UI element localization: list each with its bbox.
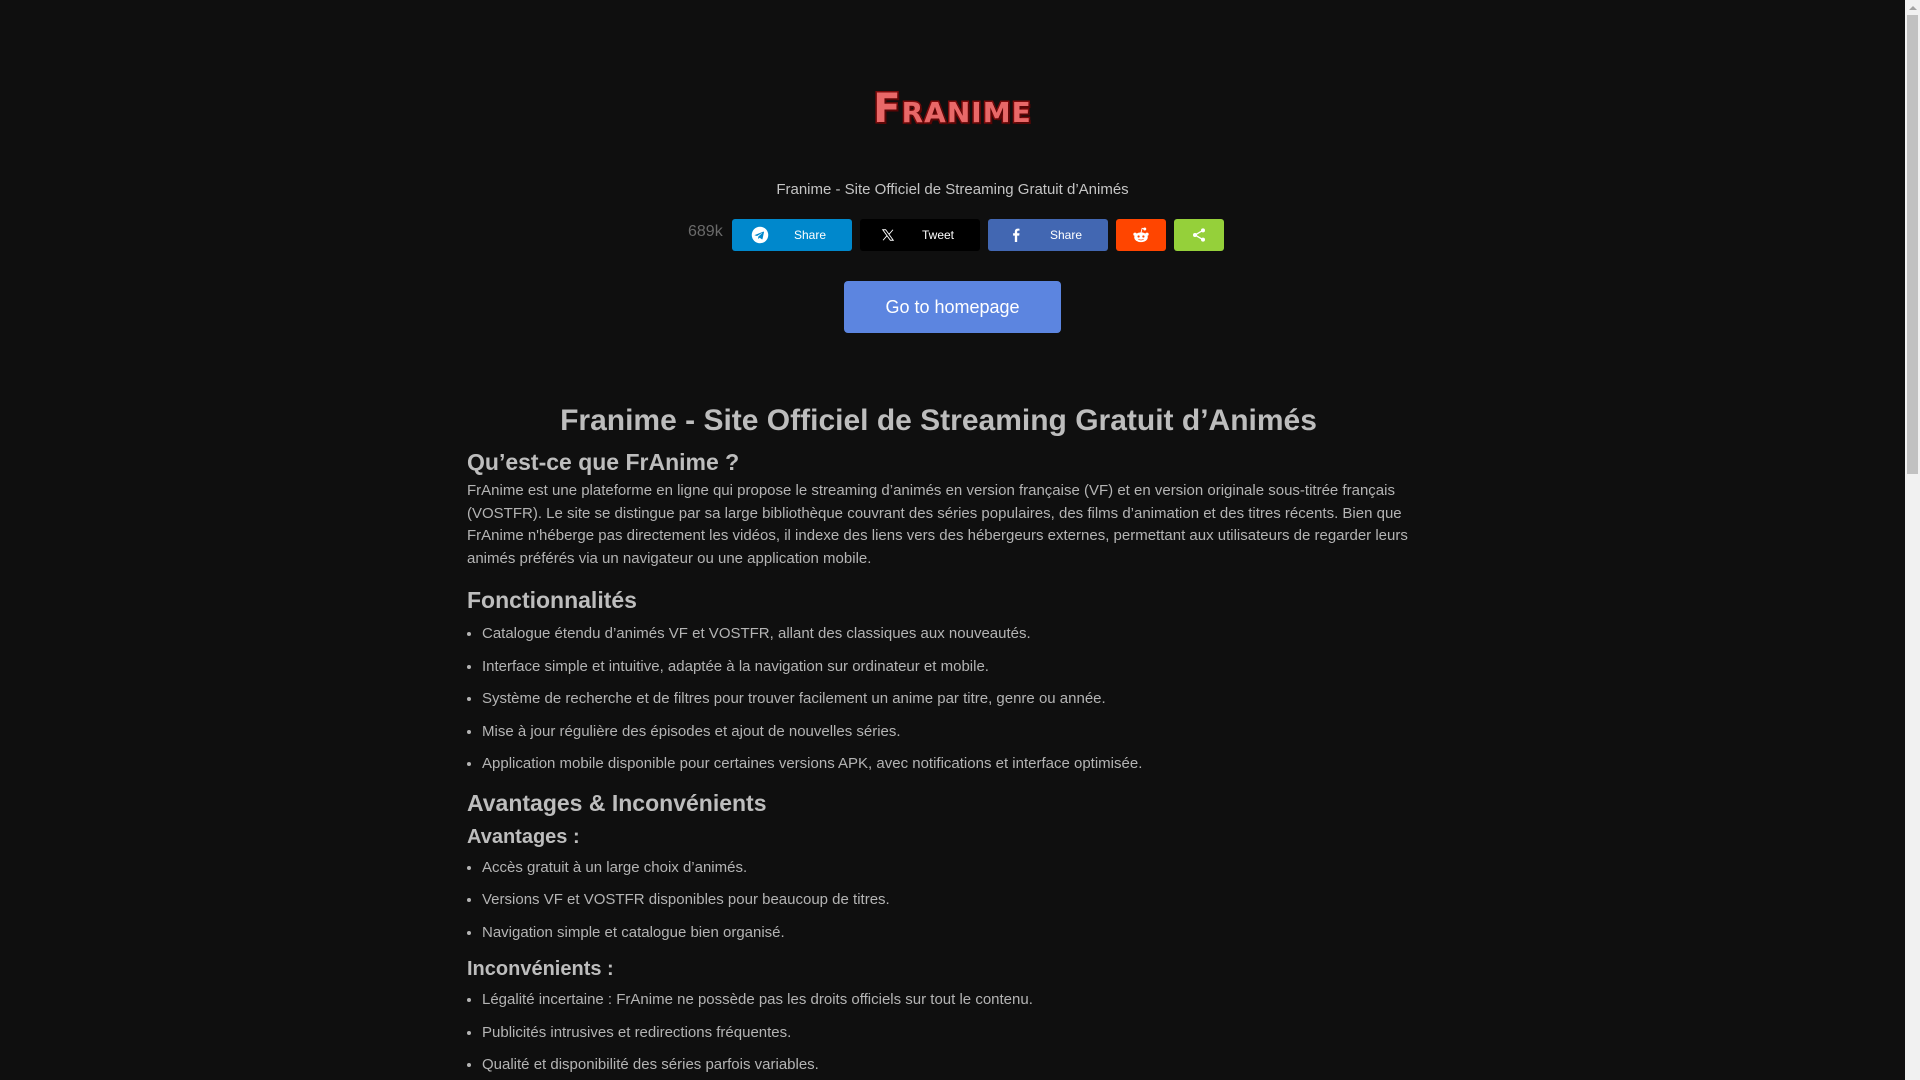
cons-list: [467, 991, 1410, 1074]
telegram-icon: [751, 226, 769, 244]
pros-list: [467, 859, 1410, 942]
section-heading-what-is: Qu’est-ce que FrAnime ?: [467, 449, 740, 475]
share-icon: [1190, 226, 1208, 244]
telegram-share-label: Share: [794, 228, 827, 242]
list-item: • Légalité incertaine : FrAnime ne possède pas les droits officiels sur tout le contenu.: [482, 991, 1410, 1009]
article: [467, 400, 1410, 1080]
facebook-share-label: Share: [1050, 228, 1083, 242]
list-item: • Accès gratuit à un large choix d’animés.: [482, 859, 1410, 877]
list-item: • Catalogue étendu d’animés VF et VOSTFR, allant des classiques aux nouveautés.: [482, 625, 1410, 643]
logo-container: [0, 86, 1905, 132]
share-count: 689k: [688, 223, 723, 240]
list-item: • Publicités intrusives et redirections fréquentes.: [482, 1024, 1410, 1042]
scroll-up-arrow-icon[interactable]: [1905, 0, 1920, 15]
intro-paragraph: FrAnime est une plateforme en ligne qui propose le streaming d’animés en version française (VF) et en version originale sous-titrée français (VOSTFR). Le site se distingue par sa large bibliothèque couvrant des séries populaires, des films d’animation et des titres récents. Bien que FrAnime n'héberge pas directement les vidéos, il indexe des liens vers des hébergeurs externes, permettant aux utilisateurs de regarder leurs animés préférés via un navigateur ou une application mobile.: [467, 482, 1408, 567]
list-item: • Mise à jour régulière des épisodes et ajout de nouvelles séries.: [482, 723, 1410, 741]
article-title: Franime - Site Officiel de Streaming Gratuit d’Animés: [560, 404, 1317, 437]
list-item: • Navigation simple et catalogue bien organisé.: [482, 924, 1410, 942]
reddit-icon: [1132, 226, 1150, 244]
subheading-pros: Avantages :: [467, 825, 580, 848]
reddit-share-button[interactable]: [1116, 219, 1166, 251]
list-item: • Application mobile disponible pour certaines versions APK, avec notifications et interface optimisée.: [482, 755, 1410, 773]
list-item: • Interface simple et intuitive, adaptée à la navigation sur ordinateur et mobile.: [482, 658, 1410, 676]
x-tweet-button[interactable]: [860, 219, 980, 251]
subheading-cons: Inconvénients :: [467, 958, 614, 980]
site-logo[interactable]: Franime: [873, 86, 1032, 132]
x-icon: [879, 226, 897, 244]
scrollbar-thumb[interactable]: [1907, 15, 1918, 474]
site-subtitle: Franime - Site Officiel de Streaming Gratuit d’Animés: [776, 181, 1129, 198]
features-list: [467, 625, 1410, 773]
share-bar: [688, 219, 1232, 251]
telegram-share-button[interactable]: [732, 219, 852, 251]
facebook-share-button[interactable]: [988, 219, 1108, 251]
facebook-icon: [1007, 226, 1025, 244]
list-item: • Système de recherche et de filtres pour trouver facilement un anime par titre, genre ou année.: [482, 690, 1410, 708]
x-tweet-label: Tweet: [922, 228, 955, 242]
sharethis-button[interactable]: [1174, 219, 1224, 251]
section-heading-features: Fonctionnalités: [467, 587, 637, 613]
section-heading-pros-cons: Avantages & Inconvénients: [467, 789, 767, 816]
list-item: • Qualité et disponibilité des séries parfois variables.: [482, 1056, 1410, 1074]
vertical-scrollbar[interactable]: [1905, 0, 1920, 1080]
list-item: • Versions VF et VOSTFR disponibles pour beaucoup de titres.: [482, 891, 1410, 909]
go-to-homepage-button[interactable]: Go to homepage: [844, 281, 1061, 333]
